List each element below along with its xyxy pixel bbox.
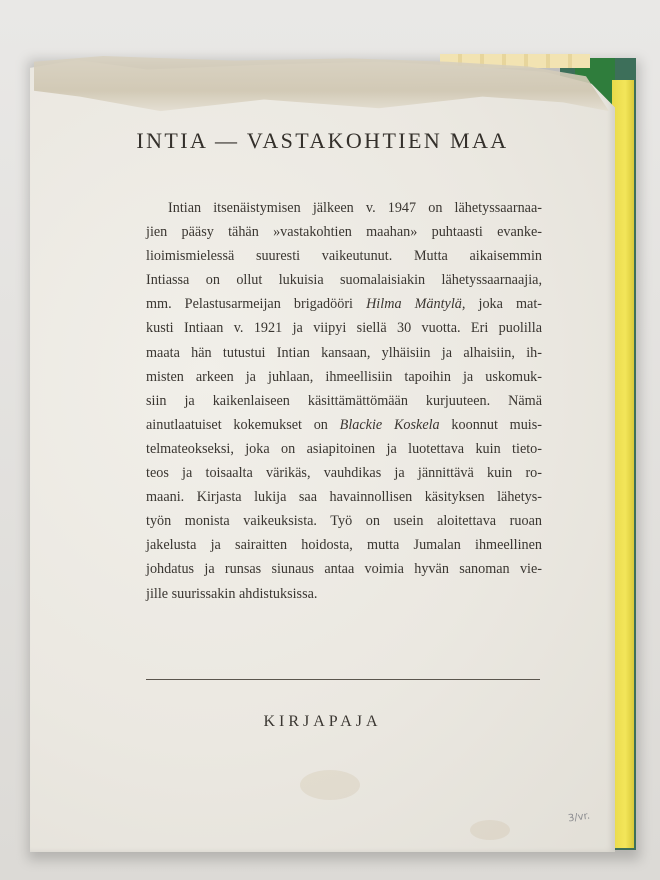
blurb-line: johdatus ja runsas siunaus antaa voimia hyvän sanoman vie- <box>146 561 542 578</box>
blurb-line: maata hän tutustui Intian kansaan, ylhäisiin ja alhaisiin, ih- <box>146 344 542 361</box>
blurb-line: lioimismielessä suuresti vaikeutunut. Mutta aikaisemmin <box>146 248 542 265</box>
blurb-line: teos ja toisaalta värikäs, vauhdikas ja jännittävä kuin ro- <box>146 465 542 482</box>
blurb-line: telmateokseksi, joka on asiapitoinen ja luotettava kuin tieto- <box>146 440 542 457</box>
blurb-line: maani. Kirjasta lukija saa havainnollisen käsityksen lähetys- <box>146 489 542 506</box>
blurb-line: työn monista vaikeuksista. Työ on usein aloitettava ruoan <box>146 513 542 530</box>
blurb-line: kusti Intiaan v. 1921 ja viipyi siellä 30 vuotta. Eri puolilla <box>146 320 542 337</box>
pencil-annotation: 3/vr. <box>567 810 591 825</box>
blurb-line: jakelusta ja sairaitten hoidosta, mutta Jumalan ihmeellinen <box>146 537 542 554</box>
blurb-line: misten arkeen ja juhlaan, ihmeellisiin tapoihin ja uskomuk- <box>146 368 542 385</box>
blurb-line: Intiassa on ollut lukuisia suomalaisiakin lähetyssaarnaajia, <box>146 272 542 289</box>
blurb-line: mm. Pelastusarmeijan brigadööri Hilma Mäntylä, joka mat- <box>146 296 542 313</box>
cover-title: INTIA — VASTAKOHTIEN MAA <box>136 128 509 153</box>
publisher-name: KIRJAPAJA <box>263 713 382 730</box>
spine-yellow-edge <box>612 80 634 848</box>
paper-stain <box>470 820 510 840</box>
blurb-line: siin ja kaikenlaiseen käsittämättömään kurjuuteen. Nämä <box>146 392 542 409</box>
blurb-line: jille suurissakin ahdistuksissa. <box>146 585 318 602</box>
blurb-line: Intian itsenäistymisen jälkeen v. 1947 on lähetyssaarnaa- <box>168 200 542 216</box>
divider-rule <box>146 679 540 680</box>
blurb-line: ainutlaatuiset kokemukset on Blackie Koskela koonnut muis- <box>146 416 542 433</box>
paper-stain <box>300 770 360 800</box>
blurb-line: jien pääsy tähän »vastakohtien maahan» puhtaasti evanke- <box>146 224 542 241</box>
blurb-text <box>146 196 542 606</box>
